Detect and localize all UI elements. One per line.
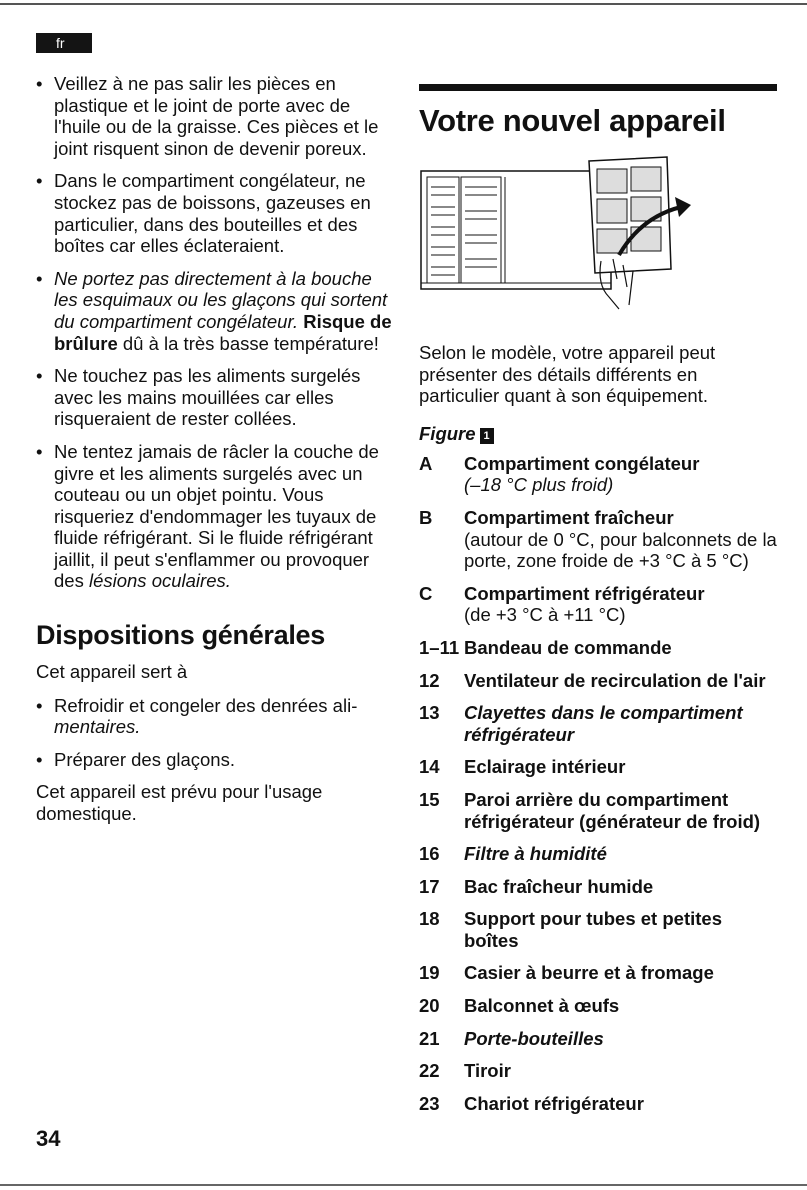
- item-text: Ne tentez jamais de râcler la couche de givre et les aliments surgelés avec un couteau ou un objet pointu. Vous risqueriez d'endommager les tuyaux de fluide réfrigérant. Si le fluide réfrigérant jaillit, il peut s'enflammer ou provoquer des: [54, 440, 379, 592]
- right-column: [419, 84, 781, 1125]
- warning-label: Risque de brûlure: [54, 310, 392, 354]
- legend-item: C Compartiment réfrigérateur (de +3 °C à +11 °C): [419, 582, 705, 626]
- item-text: Ne portez pas directement à la bouche les esquimaux ou les glaçons qui sortent du compartiment congélateur.: [54, 267, 388, 332]
- legend-item: 21 Porte-bouteilles: [419, 1027, 604, 1049]
- legend-item: 23 Chariot réfrigérateur: [419, 1092, 644, 1114]
- component-legend: [419, 453, 781, 1115]
- top-rule: [0, 3, 807, 5]
- item-text: lésions oculaires.: [88, 570, 231, 592]
- figure-number-badge: 1: [480, 428, 494, 444]
- list-item: • Préparer des glaçons.: [36, 749, 398, 771]
- legend-item: 18 Support pour tubes et petites boîtes: [419, 908, 722, 951]
- list-item: • Veillez à ne pas salir les pièces en plastique et le joint de porte avec de l'huile ou de la graisse. Ces pièces et le joint risquent sinon de devenir poreux.: [36, 73, 398, 159]
- legend-item: A Compartiment congélateur (–18 °C plus froid): [419, 452, 700, 496]
- section-title: Dispositions générales: [36, 620, 325, 651]
- legend-item: 12 Ventilateur de recirculation de l'air: [419, 669, 766, 691]
- legend-item: 20 Balconnet à œufs: [419, 995, 620, 1017]
- legend-item: 22 Tiroir: [419, 1060, 511, 1082]
- figure-heading: Figure 1: [419, 423, 781, 445]
- safety-list: [36, 73, 398, 592]
- fridge-with-filter-illustration: [419, 155, 777, 320]
- legend-item: 15 Paroi arrière du compartiment réfrigérateur (générateur de froid): [419, 788, 761, 832]
- list-item: [36, 268, 398, 354]
- language-tag: fr: [36, 33, 92, 53]
- usage-list: [36, 695, 398, 771]
- list-item: • Refroidir et congeler des denrées ali- mentaires.: [36, 695, 398, 738]
- list-item: • Dans le compartiment congélateur, ne stockez pas de boissons, gazeuses en particulier, dans des bouteilles et des boîtes car elles éclateraient.: [36, 170, 398, 256]
- item-text: dû à la très basse température!: [122, 332, 379, 354]
- legend-item: 13 Clayettes dans le compartiment réfrigérateur: [419, 702, 743, 745]
- intro-text: Cet appareil sert à: [36, 661, 188, 683]
- closing-text: Cet appareil est prévu pour l'usage domestique.: [36, 781, 323, 825]
- page-title: Votre nouvel appareil: [419, 103, 726, 138]
- legend-item: 17 Bac fraîcheur humide: [419, 875, 654, 897]
- left-column: [36, 73, 398, 825]
- description-text: Selon le modèle, votre appareil peut présenter des détails différents en particulier quant à son équipement.: [419, 342, 716, 407]
- bottom-rule: [0, 1184, 807, 1186]
- heading-rule: [419, 84, 777, 91]
- list-item: • Ne touchez pas les aliments surgelés avec les mains mouillées car elles risqueraient de rester collées.: [36, 365, 398, 430]
- page-number: 34: [36, 1126, 61, 1151]
- legend-item: 14 Eclairage intérieur: [419, 756, 626, 778]
- list-item: [36, 441, 398, 592]
- legend-item: 19 Casier à beurre et à fromage: [419, 962, 714, 984]
- appliance-illustration: [419, 155, 777, 320]
- legend-item: B Compartiment fraîcheur (autour de 0 °C, pour balconnets de la porte, zone froide de +3 °C à 5 °C): [419, 506, 777, 572]
- legend-item: 16 Filtre à humidité: [419, 843, 607, 865]
- legend-item: 1–11 Bandeau de commande: [419, 636, 672, 658]
